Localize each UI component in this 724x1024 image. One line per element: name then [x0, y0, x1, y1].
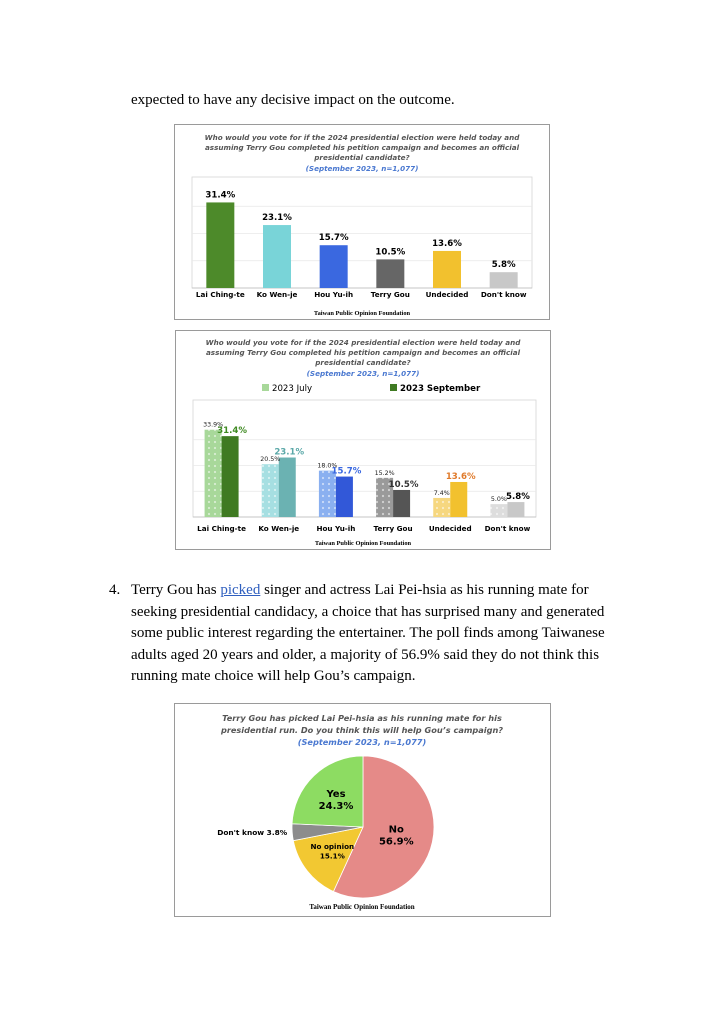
pie-value-yes: 24.3%: [318, 800, 354, 812]
bar-september-hou-yu-ih: [336, 477, 353, 517]
bar-september-ko-wen-je: [279, 458, 296, 517]
bar-september-don-t-know: [507, 502, 524, 517]
value-label-september-hou-yu-ih: 15.7%: [331, 466, 362, 477]
category-label-lai-ching-te: Lai Ching-te: [195, 290, 245, 299]
chart-title-line: assuming Terry Gou completed his petition campaign and becomes an official: [205, 348, 521, 357]
category-label-ko-wen-je: Ko Wen-je: [256, 290, 298, 299]
chart-vote-comparison: [175, 330, 551, 550]
value-label-hou-yu-ih: 15.7%: [318, 233, 349, 244]
category-label-hou-yu-ih: Hou Yu-ih: [316, 524, 356, 533]
category-label-don-t-know: Don't know: [484, 524, 531, 533]
value-label-don-t-know: 5.8%: [491, 260, 516, 271]
source-label: Taiwan Public Opinion Foundation: [313, 310, 411, 317]
pie-value-no: 56.9%: [378, 836, 414, 848]
value-label-terry-gou: 10.5%: [375, 247, 406, 258]
chart-title-line: Who would you vote for if the 2024 presidential election were held today and: [205, 338, 521, 347]
value-label-september-undecided: 13.6%: [445, 471, 476, 482]
pie-value-no-opinion: 15.1%: [319, 851, 345, 861]
chart-title-line: Terry Gou has picked Lai Pei-hsia as his running mate for his: [222, 713, 502, 723]
list-item-text: [131, 580, 631, 688]
chart-title-line: presidential run. Do you think this will help Gou’s campaign?: [220, 725, 504, 735]
bar-september-undecided: [450, 482, 467, 517]
source-label: Taiwan Public Opinion Foundation: [309, 903, 415, 911]
legend-label-september: 2023 September: [400, 384, 481, 394]
bar-july-undecided: [433, 498, 450, 517]
category-label-hou-yu-ih: Hou Yu-ih: [314, 290, 354, 299]
text-after-link: singer and actress Lai Pei-hsia as his running mate for seeking presidential candidacy, a choice that has surprised many and generated some public interest regarding the entertainer. The poll finds among Taiwanese adults aged 20 years and older, a majority of 56.9% said they do not think this running mate choice will help Gou’s campaign.: [131, 582, 605, 685]
chart-running-mate: [174, 703, 551, 917]
list-number: 4.: [109, 582, 121, 598]
category-label-terry-gou: Terry Gou: [370, 290, 410, 299]
category-label-terry-gou: Terry Gou: [373, 524, 413, 533]
plot-area: [193, 400, 536, 517]
pie-label-no: No: [388, 824, 404, 836]
bar-september-lai-ching-te: [222, 436, 239, 517]
category-label-lai-ching-te: Lai Ching-te: [197, 524, 246, 533]
intro-text: expected to have any decisive impact on the outcome.: [131, 92, 455, 108]
chart-title-line: Who would you vote for if the 2024 presidential election were held today and: [204, 133, 520, 142]
picked-link[interactable]: picked: [220, 582, 261, 598]
value-label-ko-wen-je: 23.1%: [262, 213, 292, 224]
value-label-july-hou-yu-ih: 18.0%: [317, 462, 338, 470]
category-label-don-t-know: Don't know: [480, 290, 527, 299]
bar-terry-gou: [376, 259, 404, 288]
pie-label-yes: Yes: [326, 788, 346, 800]
chart-title-line: assuming Terry Gou completed his petition campaign and becomes an official: [204, 143, 520, 152]
bar-july-don-t-know: [490, 504, 507, 517]
pie-chart-svg: [175, 704, 550, 916]
chart-vote-september: [174, 124, 550, 320]
value-label-july-don-t-know: 5.0%: [490, 496, 507, 504]
chart-subtitle: (September 2023, n=1,077): [297, 737, 427, 747]
bar-september-terry-gou: [393, 490, 410, 517]
value-label-september-don-t-know: 5.8%: [505, 492, 530, 503]
category-label-undecided: Undecided: [428, 524, 472, 533]
legend-swatch-september: [390, 384, 397, 391]
chart-title-line: presidential candidate?: [314, 153, 410, 162]
chart-title-line: presidential candidate?: [315, 358, 411, 367]
value-label-july-ko-wen-je: 20.5%: [260, 456, 281, 464]
value-label-undecided: 13.6%: [432, 238, 462, 249]
category-label-undecided: Undecided: [425, 290, 469, 299]
bar-lai-ching-te: [206, 202, 234, 288]
legend-swatch-july: [262, 384, 269, 391]
pie-label-no-opinion: No opinion: [310, 842, 355, 852]
bar-july-lai-ching-te: [205, 430, 222, 517]
text-before-link: Terry Gou has: [131, 582, 221, 598]
value-label-september-ko-wen-je: 23.1%: [274, 447, 305, 458]
bar-don-t-know: [490, 272, 518, 288]
bar-hou-yu-ih: [320, 245, 348, 288]
bar-chart-svg: [175, 125, 549, 319]
value-label-september-terry-gou: 10.5%: [388, 479, 419, 490]
chart-subtitle: (September 2023, n=1,077): [305, 164, 419, 173]
chart-subtitle: (September 2023, n=1,077): [306, 369, 420, 378]
plot-area: [192, 177, 532, 288]
bar-ko-wen-je: [263, 225, 291, 288]
bar-undecided: [433, 251, 461, 288]
value-label-july-lai-ching-te: 33.9%: [203, 421, 224, 429]
grouped-bar-chart-svg: [176, 331, 550, 549]
value-label-lai-ching-te: 31.4%: [205, 190, 236, 201]
value-label-september-lai-ching-te: 31.4%: [217, 426, 247, 437]
value-label-july-terry-gou: 15.2%: [374, 469, 395, 477]
legend-label-july: 2023 July: [272, 384, 313, 394]
bar-july-ko-wen-je: [262, 464, 279, 517]
bar-july-hou-yu-ih: [319, 471, 336, 517]
category-label-ko-wen-je: Ko Wen-je: [258, 524, 300, 533]
source-label: Taiwan Public Opinion Foundation: [314, 540, 412, 547]
value-label-july-undecided: 7.4%: [433, 489, 450, 497]
pie-label-don-t-know: Don't know 3.8%: [217, 828, 288, 838]
